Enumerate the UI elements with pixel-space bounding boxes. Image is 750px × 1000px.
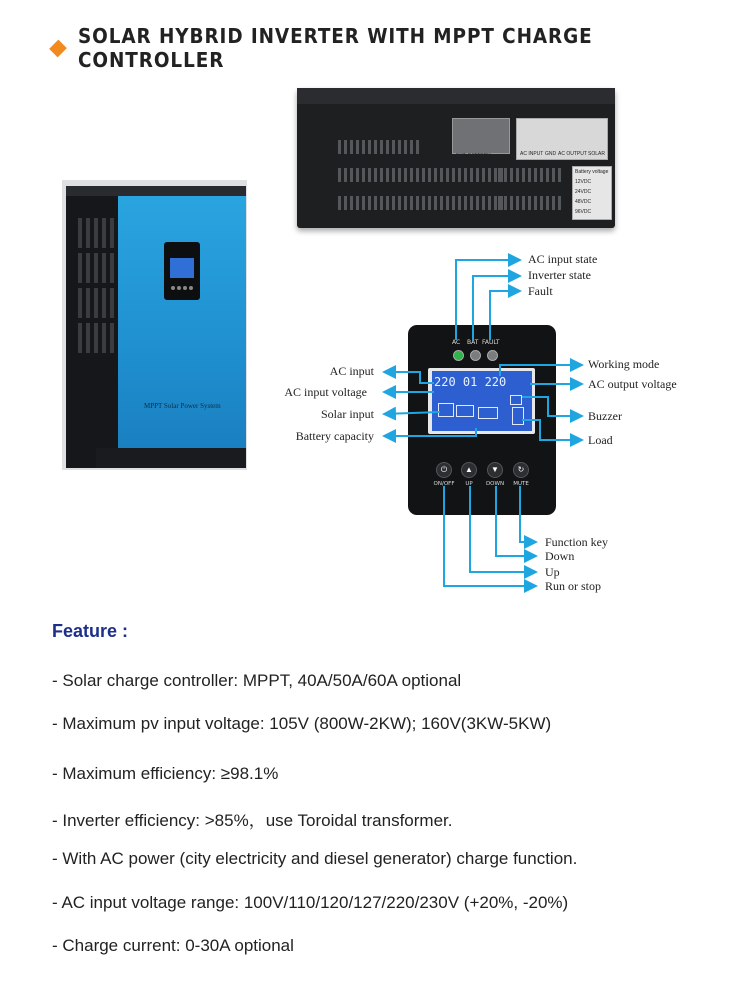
down-button: ▼ [487, 462, 503, 478]
callout-up: Up [545, 565, 560, 579]
feature-item: - AC input voltage range: 100V/110/120/127/220/230V (+20%, -20%) [52, 893, 569, 912]
callout-ac-input-state: AC input state [528, 252, 598, 266]
indicator-label-bat: BAT [467, 339, 479, 346]
feature-heading: Feature : [52, 621, 129, 641]
feature-item: - Inverter efficiency: >85%，use Toroidal transformer. [52, 811, 453, 830]
unit-brand-text: MPPT Solar Power System [144, 402, 221, 410]
callout-fault: Fault [528, 284, 553, 298]
feature-item: - Maximum efficiency: ≥98.1% [52, 764, 279, 783]
callout-function-key: Function key [545, 535, 608, 549]
feature-item: - Maximum pv input voltage: 105V (800W-2KW); 160V(3KW-5KW) [52, 714, 552, 733]
plate-title: Battery voltage [575, 169, 609, 175]
callout-load: Load [588, 433, 613, 447]
plate-row: 12VDC [575, 179, 592, 185]
feature-item: - Charge current: 0-30A optional [52, 936, 294, 955]
on-off-button: ⏻ [436, 462, 452, 478]
plate-row: 48VDC [575, 199, 592, 205]
callout-down: Down [545, 549, 575, 563]
ac-input-terminal-label: AC INPUT [520, 151, 544, 157]
indicator-label-fault: FAULT [482, 339, 500, 346]
indicator-label-ac: AC [452, 339, 461, 346]
mute-label: MUTE [513, 481, 529, 487]
solar-terminal-label: SOLAR [588, 151, 605, 157]
feature-item: - Solar charge controller: MPPT, 40A/50A/60A optional [52, 671, 462, 690]
page-title: SOLAR HYBRID INVERTER WITH MPPT CHARGE CONTROLLER [78, 24, 593, 72]
callout-solar-input: Solar input [321, 407, 374, 421]
callout-working-mode: Working mode [588, 357, 660, 371]
mute-button: ↻ [513, 462, 529, 478]
lcd-digits: 220 01 220 [434, 375, 507, 389]
ac-output-terminal-label: AC OUTPUT [558, 151, 587, 157]
callout-ac-output-voltage: AC output voltage [588, 377, 677, 391]
callout-inverter-state: Inverter state [528, 268, 591, 282]
up-button: ▲ [461, 462, 477, 478]
ext-battery-label: EXT. BATTERY [456, 153, 491, 159]
callout-ac-input: AC input [329, 364, 374, 378]
callout-buzzer: Buzzer [588, 409, 622, 423]
plate-row: 96VDC [575, 209, 592, 215]
callout-ac-input-voltage: AC input voltage [284, 385, 367, 399]
on-off-label: ON/OFF [433, 481, 455, 487]
up-label: UP [465, 481, 473, 487]
feature-item: - With AC power (city electricity and diesel generator) charge function. [52, 849, 578, 868]
down-label: DOWN [485, 481, 505, 487]
callout-battery-capacity: Battery capacity [295, 429, 374, 443]
gnd-terminal-label: GND [545, 151, 557, 157]
plate-row: 24VDC [575, 189, 592, 195]
callout-run-or-stop: Run or stop [545, 579, 602, 593]
